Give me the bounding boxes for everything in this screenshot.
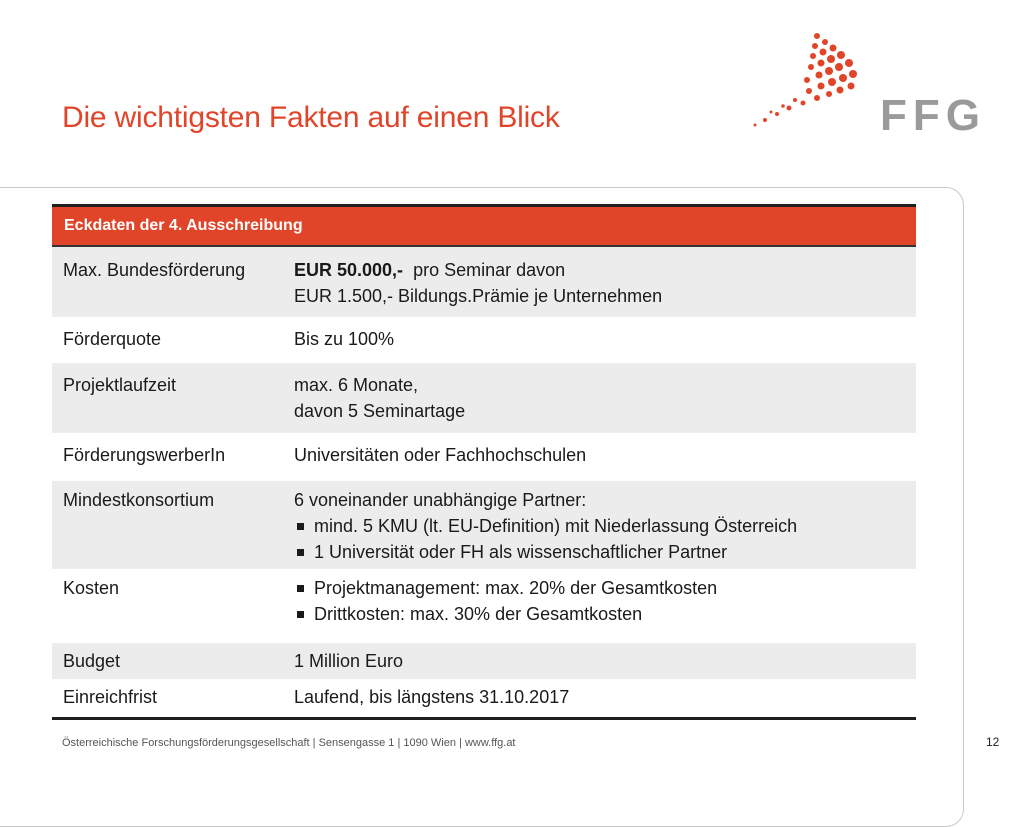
bullet-list bbox=[294, 575, 916, 627]
bullet-list bbox=[294, 513, 916, 565]
row-value bbox=[294, 487, 916, 569]
page-number: 12 bbox=[986, 735, 1000, 749]
row-label: Budget bbox=[63, 651, 121, 671]
value-bold: EUR 50.000,- bbox=[294, 260, 404, 280]
table-row bbox=[52, 317, 916, 363]
table-row bbox=[52, 433, 916, 481]
table-row bbox=[52, 247, 916, 317]
list-item: Projektmanagement: max. 20% der Gesamtkosten bbox=[294, 575, 916, 601]
row-label: Max. Bundesförderung bbox=[63, 260, 246, 280]
ffg-logo bbox=[745, 28, 986, 140]
list-item: mind. 5 KMU (lt. EU-Definition) mit Niederlassung Österreich bbox=[294, 513, 916, 539]
row-value bbox=[294, 575, 916, 643]
value-text: max. 6 Monate, bbox=[294, 375, 419, 395]
footer-text: Österreichische Forschungsförderungsgesellschaft | Sensengasse 1 | 1090 Wien | www.ffg.at bbox=[62, 737, 516, 749]
logo-text: FFG bbox=[880, 91, 986, 140]
table-row bbox=[52, 481, 916, 569]
facts-table bbox=[52, 204, 916, 720]
row-label: Förderquote bbox=[63, 329, 162, 349]
row-label: Mindestkonsortium bbox=[63, 490, 215, 510]
value-text: EUR 1.500,- Bildungs.Prämie je Unternehmen bbox=[294, 286, 663, 306]
row-value: 1 Million Euro bbox=[294, 651, 404, 671]
row-label: Einreichfrist bbox=[63, 687, 158, 707]
slide-title: Die wichtigsten Fakten auf einen Blick bbox=[62, 101, 560, 134]
table-row bbox=[52, 643, 916, 679]
row-value: Laufend, bis längstens 31.10.2017 bbox=[294, 687, 570, 707]
logo-dots bbox=[754, 33, 858, 127]
table-row bbox=[52, 679, 916, 717]
value-text: 6 voneinander unabhängige Partner: bbox=[294, 490, 587, 510]
row-label: FörderungswerberIn bbox=[63, 445, 226, 465]
value-text: davon 5 Seminartage bbox=[294, 401, 466, 421]
table-row bbox=[52, 569, 916, 643]
list-item: 1 Universität oder FH als wissenschaftlicher Partner bbox=[294, 539, 916, 565]
list-item: Drittkosten: max. 30% der Gesamtkosten bbox=[294, 601, 916, 627]
row-value bbox=[294, 372, 916, 433]
row-label: Kosten bbox=[63, 578, 120, 598]
row-value: Universitäten oder Fachhochschulen bbox=[294, 445, 587, 465]
table-header: Eckdaten der 4. Ausschreibung bbox=[52, 207, 916, 247]
row-label: Projektlaufzeit bbox=[63, 375, 177, 395]
value-text: pro Seminar davon bbox=[403, 260, 566, 280]
row-value bbox=[294, 257, 916, 317]
row-value: Bis zu 100% bbox=[294, 329, 395, 349]
table-row bbox=[52, 363, 916, 433]
